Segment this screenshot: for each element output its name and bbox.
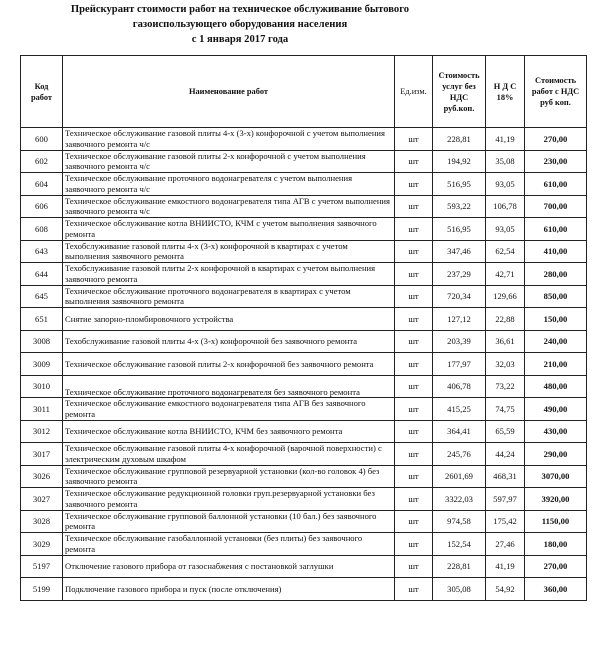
- cell-cost: 516,95: [433, 173, 486, 196]
- table-row: [21, 533, 587, 556]
- table-row: [21, 195, 587, 218]
- cell-cost: 364,41: [433, 420, 486, 443]
- cell-name: Техническое обслуживание емкостного водонагревателя типа АГВ без заявочного ремонта: [63, 398, 395, 421]
- cell-total: 180,00: [525, 533, 587, 556]
- table-row: [21, 218, 587, 241]
- table-row: [21, 510, 587, 533]
- cell-name: Техническое обслуживание газовой плиты 2-х конфорочной с учетом выполнения заявочного ремонта ч/с: [63, 150, 395, 173]
- cell-vat: 42,71: [486, 263, 525, 286]
- header-vat: Н Д С 18%: [486, 56, 525, 128]
- cell-total: 270,00: [525, 555, 587, 578]
- cell-unit: шт: [395, 375, 433, 398]
- price-table: [20, 55, 587, 601]
- cell-vat: 93,05: [486, 218, 525, 241]
- cell-code: 600: [21, 128, 63, 151]
- cell-code: 3029: [21, 533, 63, 556]
- cell-vat: 106,78: [486, 195, 525, 218]
- table-row: [21, 128, 587, 151]
- cell-total: 410,00: [525, 240, 587, 263]
- cell-cost: 177,97: [433, 353, 486, 376]
- table-row: [21, 173, 587, 196]
- header-code: Код работ: [21, 56, 63, 128]
- cell-name: Техобслуживание газовой плиты 4-х (3-х) конфорочной в квартирах с учетом выполнения заявочного ремонта: [63, 240, 395, 263]
- cell-total: 610,00: [525, 173, 587, 196]
- cell-unit: шт: [395, 173, 433, 196]
- cell-name: Техническое обслуживание групповой баллонной установки (10 бал.) без заявочного ремонта: [63, 510, 395, 533]
- cell-unit: шт: [395, 353, 433, 376]
- cell-total: 610,00: [525, 218, 587, 241]
- table-row: [21, 420, 587, 443]
- cell-vat: 65,59: [486, 420, 525, 443]
- cell-cost: 2601,69: [433, 465, 486, 488]
- cell-name: Техническое обслуживание проточного водонагревателя без заявочного ремонта: [63, 375, 395, 398]
- cell-unit: шт: [395, 510, 433, 533]
- cell-total: 3070,00: [525, 465, 587, 488]
- cell-unit: шт: [395, 150, 433, 173]
- cell-code: 3012: [21, 420, 63, 443]
- cell-code: 645: [21, 285, 63, 308]
- cell-total: 270,00: [525, 128, 587, 151]
- cell-name: Техническое обслуживание проточного водонагревателя с учетом выполнения заявочного ремонта ч/с: [63, 173, 395, 196]
- cell-vat: 129,66: [486, 285, 525, 308]
- cell-vat: 27,46: [486, 533, 525, 556]
- cell-vat: 468,31: [486, 465, 525, 488]
- cell-vat: 73,22: [486, 375, 525, 398]
- cell-vat: 597,97: [486, 488, 525, 511]
- cell-name: Техническое обслуживание групповой резервуарной установки (кол-во головок 4) без заявочного ремонта: [63, 465, 395, 488]
- cell-cost: 720,34: [433, 285, 486, 308]
- cell-vat: 32,03: [486, 353, 525, 376]
- cell-total: 850,00: [525, 285, 587, 308]
- cell-vat: 41,19: [486, 555, 525, 578]
- cell-total: 290,00: [525, 443, 587, 466]
- table-row: [21, 443, 587, 466]
- cell-unit: шт: [395, 420, 433, 443]
- cell-code: 643: [21, 240, 63, 263]
- cell-cost: 194,92: [433, 150, 486, 173]
- cell-unit: шт: [395, 443, 433, 466]
- cell-total: 210,00: [525, 353, 587, 376]
- cell-total: 150,00: [525, 308, 587, 331]
- cell-total: 490,00: [525, 398, 587, 421]
- cell-cost: 305,08: [433, 578, 486, 601]
- cell-total: 230,00: [525, 150, 587, 173]
- cell-cost: 237,29: [433, 263, 486, 286]
- cell-vat: 93,05: [486, 173, 525, 196]
- cell-vat: 175,42: [486, 510, 525, 533]
- cell-name: Техническое обслуживание газобаллонной установки (без плиты) без заявочного ремонта: [63, 533, 395, 556]
- cell-unit: шт: [395, 128, 433, 151]
- cell-vat: 22,88: [486, 308, 525, 331]
- title-line-3: с 1 января 2017 года: [191, 34, 289, 45]
- cell-name: Техническое обслуживание емкостного водонагревателя типа АГВ с учетом выполнения заявочного ремонта ч/с: [63, 195, 395, 218]
- cell-cost: 347,46: [433, 240, 486, 263]
- table-row: [21, 240, 587, 263]
- cell-cost: 593,22: [433, 195, 486, 218]
- cell-code: 3028: [21, 510, 63, 533]
- cell-cost: 3322,03: [433, 488, 486, 511]
- cell-unit: шт: [395, 218, 433, 241]
- cell-total: 240,00: [525, 330, 587, 353]
- table-row: [21, 263, 587, 286]
- cell-name: Техническое обслуживание проточного водонагревателя в квартирах с учетом выполнения заявочного ремонта: [63, 285, 395, 308]
- table-row: [21, 150, 587, 173]
- header-unit: Ед.изм.: [395, 56, 433, 128]
- cell-name: Техническое обслуживание газовой плиты 4-х (3-х) конфорочной с учетом выполнения заявочного ремонта ч/с: [63, 128, 395, 151]
- cell-code: 3017: [21, 443, 63, 466]
- cell-code: 3026: [21, 465, 63, 488]
- cell-code: 602: [21, 150, 63, 173]
- cell-code: 3010: [21, 375, 63, 398]
- cell-unit: шт: [395, 578, 433, 601]
- cell-vat: 36,61: [486, 330, 525, 353]
- cell-name: Техническое обслуживание газовой плиты 2-х конфорочной без заявочного ремонта: [63, 353, 395, 376]
- cell-vat: 35,08: [486, 150, 525, 173]
- cell-unit: шт: [395, 263, 433, 286]
- cell-code: 3009: [21, 353, 63, 376]
- cell-total: 3920,00: [525, 488, 587, 511]
- cell-vat: 54,92: [486, 578, 525, 601]
- cell-code: 608: [21, 218, 63, 241]
- cell-unit: шт: [395, 240, 433, 263]
- header-name: Наименование работ: [63, 56, 395, 128]
- cell-name: Снятие запорно-пломбировочного устройства: [63, 308, 395, 331]
- cell-cost: 228,81: [433, 128, 486, 151]
- cell-name: Техобслуживание газовой плиты 4-х (3-х) конфорочной без заявочного ремонта: [63, 330, 395, 353]
- cell-cost: 127,12: [433, 308, 486, 331]
- cell-name: Подключение газового прибора и пуск (после отключения): [63, 578, 395, 601]
- table-row: [21, 375, 587, 398]
- cell-code: 604: [21, 173, 63, 196]
- cell-name: Техобслуживание газовой плиты 2-х конфорочной в квартирах с учетом выполнения заявочного ремонта: [63, 263, 395, 286]
- cell-name: Техническое обслуживание газовой плиты 4-х конфорочной (варочной поверхности) с электрическим духовым шкафом: [63, 443, 395, 466]
- table-row: [21, 330, 587, 353]
- cell-unit: шт: [395, 195, 433, 218]
- title-line-1: Прейскурант стоимости работ на техническое обслуживание бытового: [70, 4, 410, 15]
- table-row: [21, 285, 587, 308]
- cell-total: 430,00: [525, 420, 587, 443]
- cell-code: 3011: [21, 398, 63, 421]
- cell-code: 651: [21, 308, 63, 331]
- table-row: [21, 555, 587, 578]
- cell-vat: 74,75: [486, 398, 525, 421]
- cell-total: 280,00: [525, 263, 587, 286]
- title-line-2: газоиспользующего оборудования населения: [132, 19, 348, 30]
- table-row: [21, 308, 587, 331]
- cell-cost: 415,25: [433, 398, 486, 421]
- cell-unit: шт: [395, 330, 433, 353]
- cell-total: 480,00: [525, 375, 587, 398]
- table-row: [21, 465, 587, 488]
- cell-total: 700,00: [525, 195, 587, 218]
- cell-code: 644: [21, 263, 63, 286]
- cell-cost: 228,81: [433, 555, 486, 578]
- cell-total: 360,00: [525, 578, 587, 601]
- cell-unit: шт: [395, 533, 433, 556]
- cell-vat: 62,54: [486, 240, 525, 263]
- cell-code: 5199: [21, 578, 63, 601]
- cell-code: 3027: [21, 488, 63, 511]
- cell-vat: 41,19: [486, 128, 525, 151]
- cell-cost: 245,76: [433, 443, 486, 466]
- header-cost: Стоимость услуг без НДС руб.коп.: [433, 56, 486, 128]
- cell-vat: 44,24: [486, 443, 525, 466]
- cell-code: 5197: [21, 555, 63, 578]
- table-header-row: [21, 56, 587, 128]
- cell-unit: шт: [395, 398, 433, 421]
- cell-cost: 203,39: [433, 330, 486, 353]
- cell-cost: 406,78: [433, 375, 486, 398]
- cell-total: 1150,00: [525, 510, 587, 533]
- cell-code: 606: [21, 195, 63, 218]
- cell-cost: 516,95: [433, 218, 486, 241]
- cell-code: 3008: [21, 330, 63, 353]
- cell-name: Техническое обслуживание редукционной головки груп.резервуарной установки без заявочного ремонта: [63, 488, 395, 511]
- table-row: [21, 488, 587, 511]
- cell-cost: 974,58: [433, 510, 486, 533]
- cell-unit: шт: [395, 308, 433, 331]
- document-title: [20, 2, 460, 47]
- cell-unit: шт: [395, 555, 433, 578]
- cell-unit: шт: [395, 465, 433, 488]
- cell-name: Техническое обслуживание котла ВНИИСТО, КЧМ без заявочного ремонта: [63, 420, 395, 443]
- cell-cost: 152,54: [433, 533, 486, 556]
- cell-name: Техническое обслуживание котла ВНИИСТО, КЧМ с учетом выполнения заявочного ремонта: [63, 218, 395, 241]
- table-row: [21, 398, 587, 421]
- cell-unit: шт: [395, 285, 433, 308]
- cell-unit: шт: [395, 488, 433, 511]
- header-total: Стоимость работ с НДС руб коп.: [525, 56, 587, 128]
- table-row: [21, 353, 587, 376]
- table-row: [21, 578, 587, 601]
- cell-name: Отключение газового прибора от газоснабжения с постановкой заглушки: [63, 555, 395, 578]
